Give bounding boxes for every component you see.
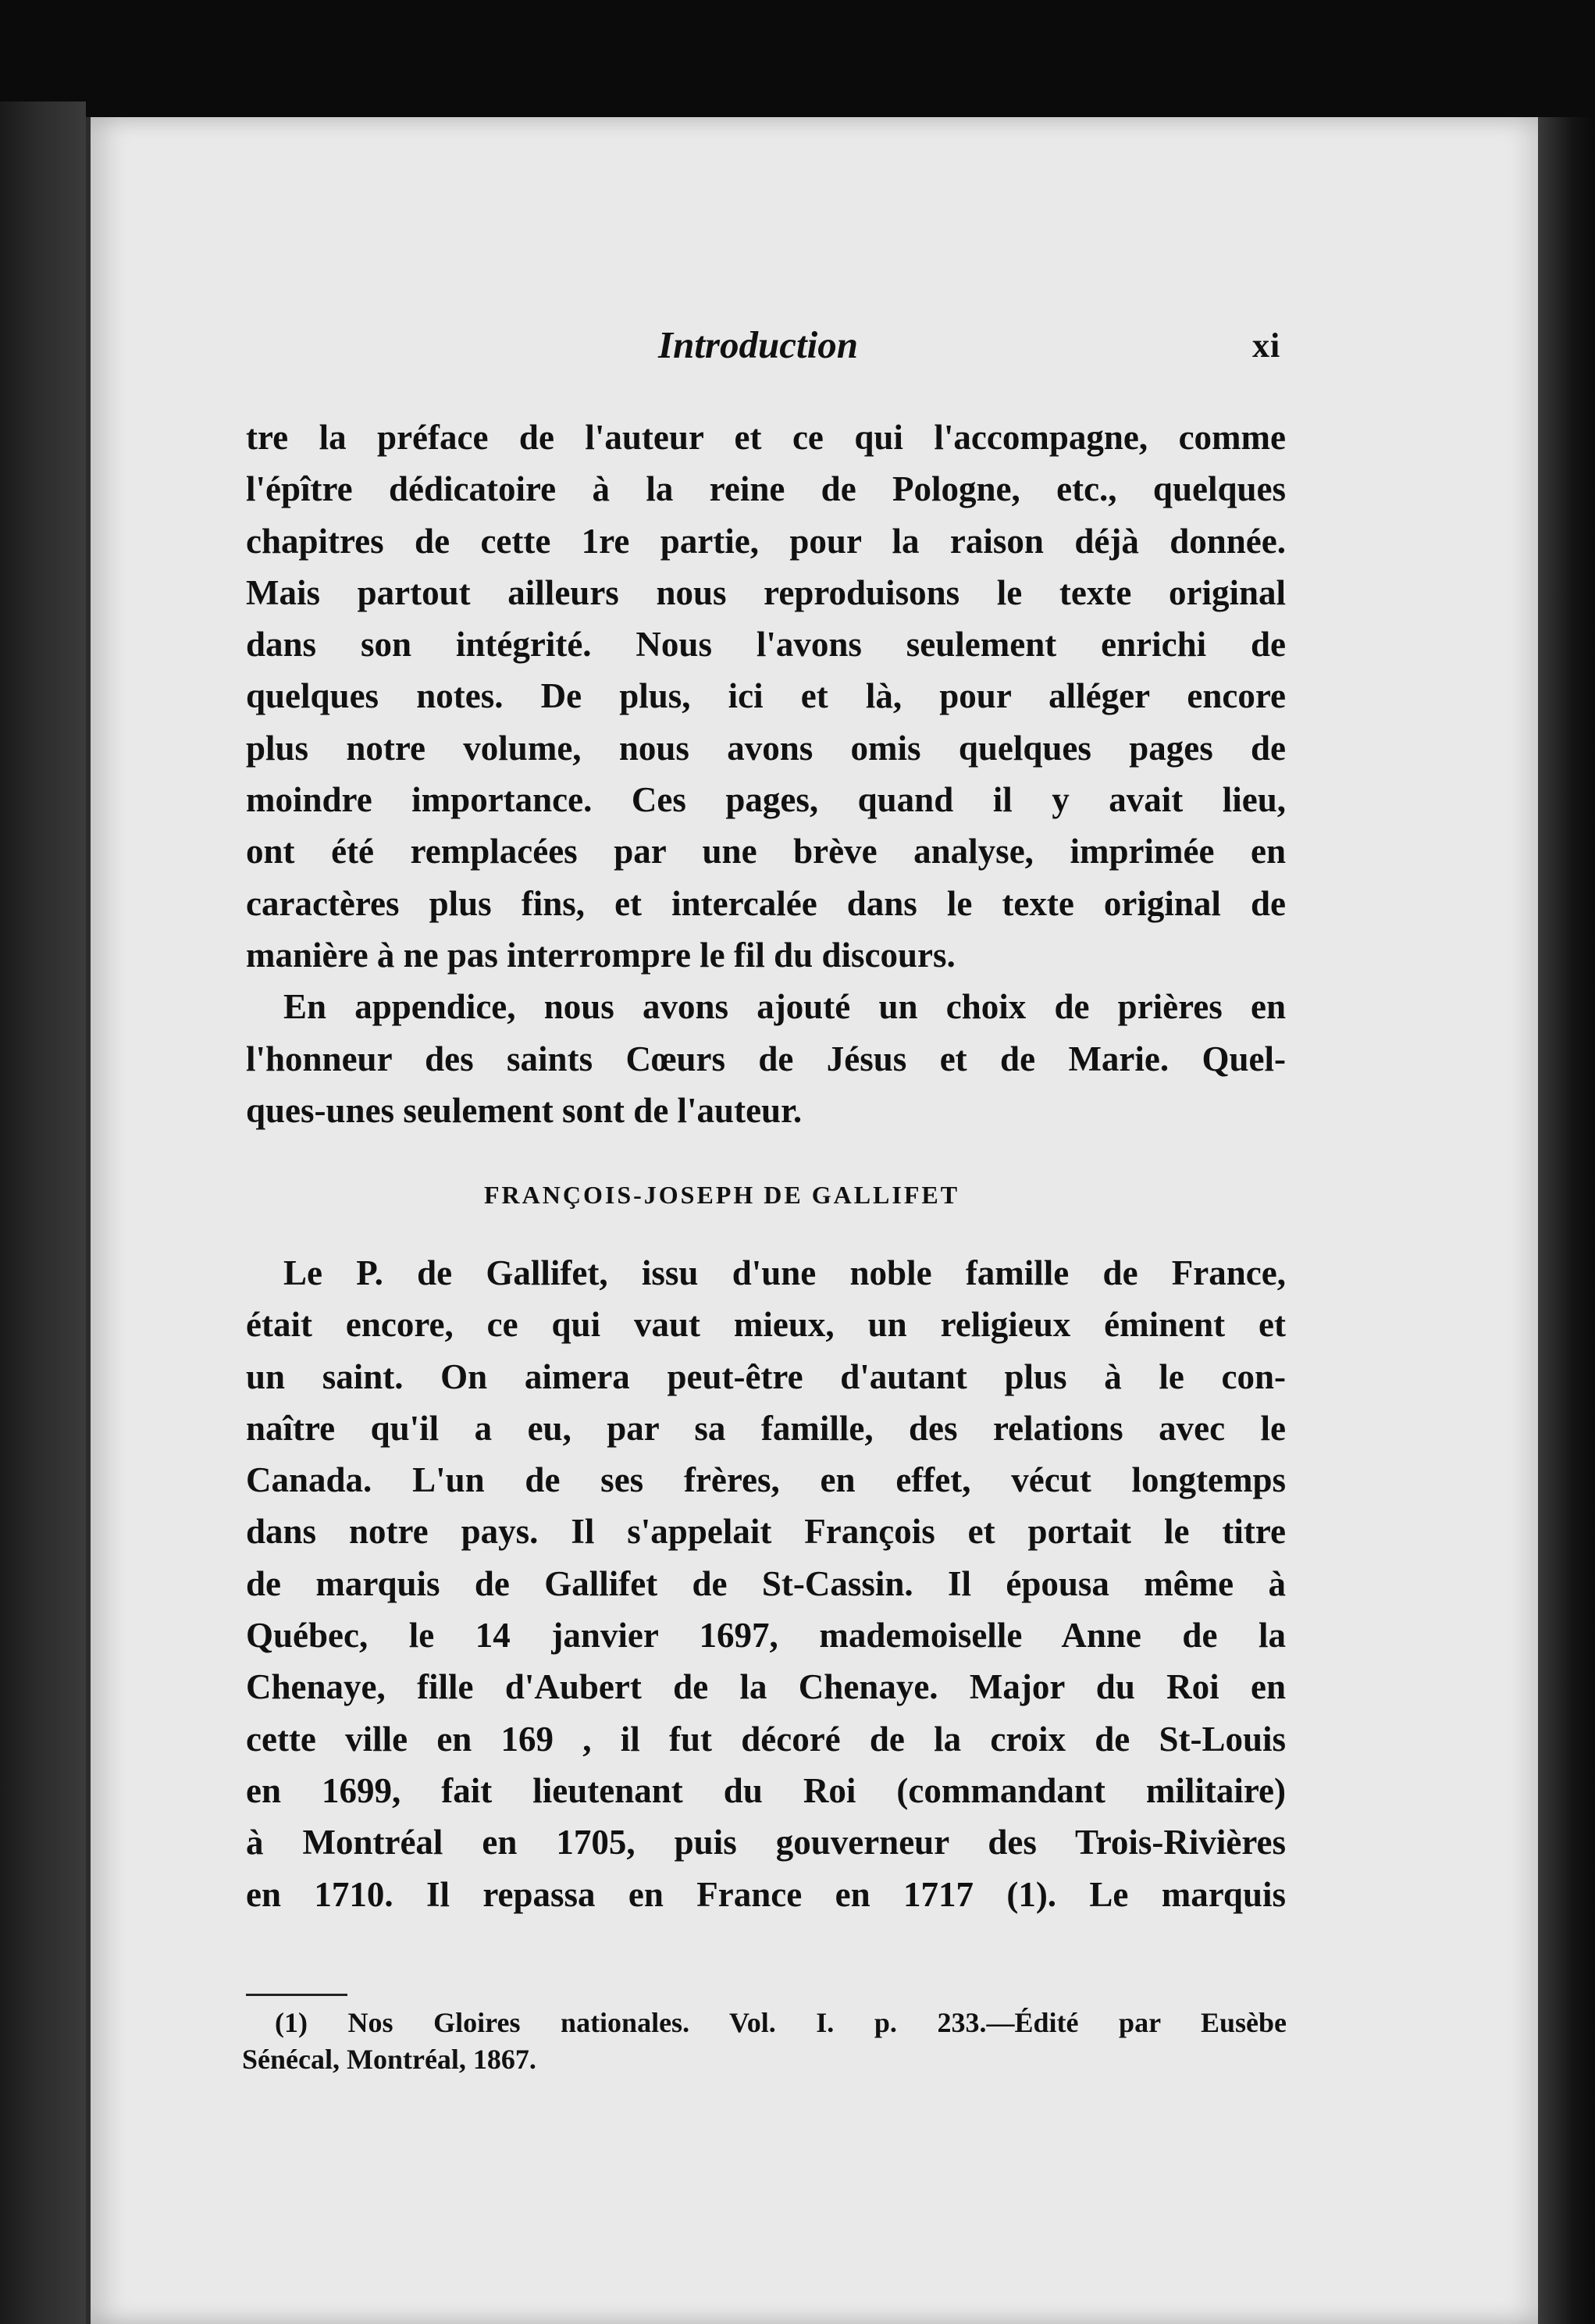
- text-line: tre la préface de l'auteur et ce qui l'accompagne, comme: [246, 418, 1286, 457]
- text-line: dans notre pays. Il s'appelait François et portait le titre: [246, 1512, 1286, 1552]
- text-line: l'épître dédicatoire à la reine de Pologne, etc., quelques: [246, 469, 1286, 509]
- text-line: cette ville en 169 , il fut décoré de la croix de St-Louis: [246, 1719, 1286, 1759]
- footnote-rule: [246, 1994, 347, 1996]
- text-line: Canada. L'un de ses frères, en effet, vécut longtemps: [246, 1460, 1286, 1500]
- text-line: de marquis de Gallifet de St-Cassin. Il épousa même à: [246, 1563, 1286, 1603]
- page-edge-shadow: [1538, 117, 1595, 2324]
- text-line: en 1710. Il repassa en France en 1717 (1). Le marquis: [246, 1874, 1286, 1914]
- text-line: plus notre volume, nous avons omis quelques pages de: [246, 728, 1286, 768]
- text-line: en 1699, fait lieutenant du Roi (commandant militaire): [246, 1770, 1286, 1810]
- text-line: dans son intégrité. Nous l'avons seulement enrichi de: [246, 625, 1286, 665]
- text-line: Chenaye, fille d'Aubert de la Chenaye. Major du Roi en: [246, 1667, 1286, 1707]
- paragraph-block-intro: [246, 412, 1286, 1136]
- text-line: chapitres de cette 1re partie, pour la raison déjà donnée.: [246, 521, 1286, 561]
- text-line: à Montréal en 1705, puis gouverneur des Trois-Rivières: [246, 1823, 1286, 1862]
- text-line: En appendice, nous avons ajouté un choix de prières en: [283, 987, 1286, 1027]
- paragraph-block-gallifet: [246, 1247, 1286, 1920]
- text-line: était encore, ce qui vaut mieux, un religieux éminent et: [246, 1305, 1286, 1345]
- text-line: Mais partout ailleurs nous reproduisons le texte original: [246, 572, 1286, 612]
- text-line: un saint. On aimera peut-être d'autant plus à le con-: [246, 1356, 1286, 1396]
- text-line: naître qu'il a eu, par sa famille, des relations avec le: [246, 1408, 1286, 1448]
- text-line: caractères plus fins, et intercalée dans le texte original de: [246, 883, 1286, 923]
- text-line: ques-unes seulement sont de l'auteur.: [246, 1090, 803, 1130]
- text-line: moindre importance. Ces pages, quand il y avait lieu,: [246, 780, 1286, 820]
- footnote-line: Sénécal, Montréal, 1867.: [242, 2044, 536, 2075]
- section-heading: FRANÇOIS-JOSEPH DE GALLIFET: [484, 1181, 960, 1209]
- page-header: [0, 323, 1595, 369]
- running-head: Introduction: [658, 323, 858, 366]
- text-line: Québec, le 14 janvier 1697, mademoiselle Anne de la: [246, 1616, 1286, 1656]
- text-line: Le P. de Gallifet, issu d'une noble famille de France,: [283, 1253, 1286, 1292]
- text-line: ont été remplacées par une brève analyse, imprimée en: [246, 832, 1286, 872]
- book-spine-shadow: [0, 102, 86, 2324]
- text-line: manière à ne pas interrompre le fil du discours.: [246, 935, 956, 975]
- footnote: [242, 2005, 1287, 2078]
- text-line: l'honneur des saints Cœurs de Jésus et de Marie. Quel-: [246, 1039, 1286, 1078]
- page-number: xi: [1252, 326, 1281, 365]
- footnote-line: (1) Nos Gloires nationales. Vol. I. p. 233.—Édité par Eusèbe: [275, 2007, 1287, 2038]
- text-line: quelques notes. De plus, ici et là, pour alléger encore: [246, 676, 1286, 716]
